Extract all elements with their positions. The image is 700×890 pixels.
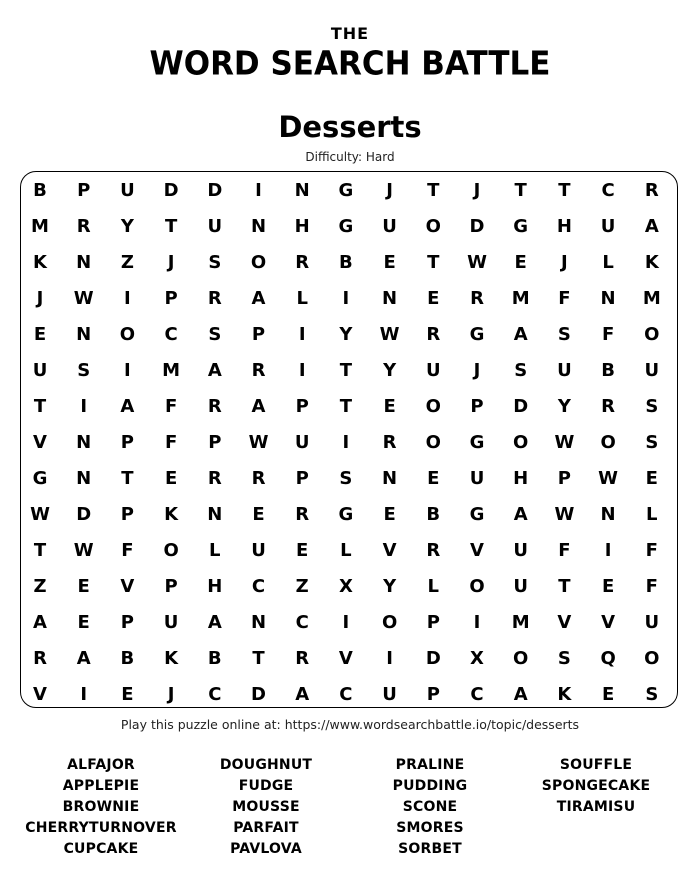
grid-letter[interactable]: U [251, 540, 266, 561]
grid-letter[interactable]: J [473, 360, 481, 381]
grid-letter[interactable]: Y [339, 324, 353, 345]
grid-letter[interactable]: P [295, 396, 309, 417]
grid-letter[interactable]: E [427, 468, 440, 489]
grid-letter[interactable]: Y [383, 360, 397, 381]
grid-letter[interactable]: C [208, 684, 222, 705]
grid-letter[interactable]: H [294, 216, 310, 237]
grid-letter[interactable]: N [382, 288, 398, 309]
grid-letter[interactable]: O [425, 396, 441, 417]
grid-letter[interactable]: D [425, 648, 441, 669]
grid-letter[interactable]: H [513, 468, 529, 489]
grid-letter[interactable]: T [427, 252, 440, 273]
grid-letter[interactable]: J [561, 252, 568, 273]
grid-letter[interactable]: R [470, 288, 484, 309]
grid-letter[interactable]: S [557, 324, 571, 345]
grid-letter[interactable]: R [251, 360, 266, 381]
word-list-item: PAVLOVA [230, 841, 302, 857]
grid-letter[interactable]: J [167, 684, 175, 705]
grid-letter[interactable]: K [164, 504, 179, 525]
grid-letter[interactable]: H [556, 216, 572, 237]
grid-letter[interactable]: A [513, 504, 528, 525]
grid-letter[interactable]: N [382, 468, 398, 489]
grid-row [21, 353, 679, 389]
grid-letter[interactable]: R [251, 468, 266, 489]
grid-letter[interactable]: L [209, 540, 221, 561]
grid-letter[interactable]: U [382, 216, 397, 237]
grid-letter[interactable]: L [296, 288, 308, 309]
grid-letter[interactable]: I [473, 612, 481, 633]
grid-letter[interactable]: P [251, 324, 266, 345]
grid-letter[interactable]: B [426, 504, 441, 525]
grid-letter[interactable]: P [295, 468, 309, 489]
grid-letter[interactable]: J [473, 180, 481, 201]
grid-letter[interactable]: E [601, 684, 615, 705]
grid-letter[interactable]: P [208, 432, 222, 453]
grid-letter[interactable]: P [120, 432, 134, 453]
word-list-item: DOUGHNUT [219, 757, 313, 773]
grid-letter[interactable]: V [33, 684, 47, 705]
grid-letter[interactable]: N [600, 288, 616, 309]
grid-letter[interactable]: L [340, 540, 352, 561]
grid-letter[interactable]: W [30, 504, 50, 525]
grid-row [21, 245, 679, 281]
grid-letter[interactable]: T [339, 360, 353, 381]
grid-letter[interactable]: P [164, 288, 178, 309]
grid-letter[interactable]: W [379, 324, 400, 345]
grid-letter[interactable]: G [338, 504, 354, 525]
grid-letter[interactable]: E [121, 684, 134, 705]
grid-letter[interactable]: Y [383, 576, 397, 597]
grid-letter[interactable]: I [255, 180, 262, 201]
grid-letter[interactable]: I [298, 324, 306, 345]
grid-letter[interactable]: U [382, 684, 397, 705]
grid-letter[interactable]: I [124, 288, 131, 309]
grid-letter[interactable]: D [163, 180, 179, 201]
grid-letter[interactable]: A [120, 396, 135, 417]
grid-letter[interactable]: E [383, 396, 396, 417]
grid-letter[interactable]: R [382, 432, 397, 453]
word-list-item: SOUFFLE [559, 757, 633, 773]
word-list-item: PARFAIT [233, 820, 299, 836]
grid-letter[interactable]: N [294, 180, 310, 201]
grid-letter[interactable]: D [76, 504, 92, 525]
grid-letter[interactable]: U [469, 468, 485, 489]
grid-letter[interactable]: N [76, 468, 92, 489]
grid-letter[interactable]: J [167, 252, 175, 273]
grid-letter[interactable]: S [557, 648, 571, 669]
grid-letter[interactable]: G [469, 324, 485, 345]
grid-letter[interactable]: S [514, 360, 528, 381]
grid-letter[interactable]: S [645, 396, 659, 417]
grid-letter[interactable]: U [120, 180, 135, 201]
grid-letter[interactable]: F [601, 324, 615, 345]
grid-letter[interactable]: A [513, 324, 528, 345]
grid-letter[interactable]: B [33, 180, 47, 201]
grid-letter[interactable]: W [554, 432, 575, 453]
grid-letter[interactable]: V [470, 540, 484, 561]
grid-letter[interactable]: M [511, 288, 530, 309]
grid-letter[interactable]: I [386, 648, 393, 669]
word-list-item: PRALINE [395, 757, 465, 773]
grid-letter[interactable]: E [252, 504, 265, 525]
grid-letter[interactable]: A [207, 360, 222, 381]
grid-letter[interactable]: K [644, 252, 659, 273]
grid-letter[interactable]: E [164, 468, 178, 489]
grid-letter[interactable]: U [207, 216, 223, 237]
grid-letter[interactable]: R [33, 648, 47, 669]
grid-letter[interactable]: S [339, 468, 353, 489]
grid-letter[interactable]: V [33, 432, 47, 453]
grid-letter[interactable]: T [33, 396, 47, 417]
grid-letter[interactable]: O [469, 576, 485, 597]
grid-letter[interactable]: G [32, 468, 48, 489]
grid-letter[interactable]: T [514, 180, 527, 201]
word-list-item: APPLEPIE [62, 778, 140, 794]
word-list-item: SORBET [398, 841, 462, 857]
grid-letter[interactable]: L [602, 252, 614, 273]
letter-grid [20, 171, 678, 708]
grid-letter[interactable]: B [207, 648, 222, 669]
grid-row [21, 569, 679, 605]
word-list-item: ALFAJOR [67, 757, 135, 773]
grid-letter[interactable]: N [250, 612, 267, 633]
grid-letter[interactable]: N [600, 504, 616, 525]
grid-letter[interactable]: F [645, 576, 658, 597]
grid-letter[interactable]: R [601, 396, 616, 417]
difficulty-value: Hard [365, 150, 395, 164]
grid-letter[interactable]: A [251, 288, 266, 309]
grid-letter[interactable]: S [645, 432, 659, 453]
grid-letter[interactable]: U [600, 216, 616, 237]
grid-letter[interactable]: O [513, 648, 529, 669]
grid-letter[interactable]: O [425, 216, 441, 237]
grid-letter[interactable]: T [121, 468, 134, 489]
grid-letter[interactable]: T [558, 576, 571, 597]
brand-logo-title: WORD SEARCH BATTLE [149, 45, 551, 83]
grid-row [21, 317, 679, 353]
grid-letter[interactable]: G [338, 180, 354, 201]
grid-letter[interactable]: S [208, 324, 222, 345]
grid-letter[interactable]: E [33, 324, 47, 345]
word-list-item: SCONE [402, 799, 458, 815]
grid-letter[interactable]: A [207, 612, 222, 633]
grid-letter[interactable]: R [207, 288, 222, 309]
grid-letter[interactable]: W [73, 540, 94, 561]
grid-letter[interactable]: O [425, 432, 441, 453]
grid-letter[interactable]: E [645, 468, 658, 489]
grid-letter[interactable]: N [76, 324, 92, 345]
grid-letter[interactable]: P [164, 576, 178, 597]
grid-letter[interactable]: W [598, 468, 619, 489]
grid-row [21, 209, 679, 245]
word-list-item: TIRAMISU [556, 799, 636, 815]
grid-row [21, 605, 679, 641]
word-column [496, 755, 696, 818]
grid-letter[interactable]: F [164, 432, 178, 453]
grid-letter[interactable]: E [427, 288, 440, 309]
grid-letter[interactable]: M [31, 216, 49, 237]
grid-letter[interactable]: A [295, 684, 310, 705]
grid-letter[interactable]: U [294, 432, 310, 453]
grid-letter[interactable]: I [342, 288, 350, 309]
grid-letter[interactable]: I [604, 540, 612, 561]
grid-row [21, 281, 679, 317]
grid-letter[interactable]: G [469, 504, 485, 525]
grid-letter[interactable]: B [120, 648, 135, 669]
grid-letter[interactable]: E [77, 612, 90, 633]
grid-letter[interactable]: D [251, 684, 266, 705]
word-list-item: SPONGECAKE [541, 778, 651, 794]
grid-letter[interactable]: U [557, 360, 572, 381]
grid-letter[interactable]: J [386, 180, 393, 201]
grid-letter[interactable]: C [339, 684, 353, 705]
grid-letter[interactable]: W [73, 288, 94, 309]
grid-letter[interactable]: P [426, 684, 440, 705]
grid-letter[interactable]: R [426, 324, 441, 345]
grid-letter[interactable]: W [554, 504, 575, 525]
grid-letter[interactable]: C [164, 324, 178, 345]
grid-letter[interactable]: K [164, 648, 179, 669]
grid-letter[interactable]: G [513, 216, 529, 237]
footer-url[interactable]: https://www.wordsearchbattle.io/topic/desserts [284, 717, 580, 732]
grid-letter[interactable]: L [646, 504, 658, 525]
grid-letter[interactable]: F [121, 540, 134, 561]
grid-letter[interactable]: R [426, 540, 441, 561]
grid-letter[interactable]: T [427, 180, 440, 201]
grid-letter[interactable]: R [76, 216, 91, 237]
grid-letter[interactable]: R [295, 252, 310, 273]
grid-letter[interactable]: O [600, 432, 616, 453]
grid-letter[interactable]: A [513, 684, 528, 705]
grid-letter[interactable]: P [77, 180, 91, 201]
grid-letter[interactable]: K [33, 252, 47, 273]
grid-letter[interactable]: S [208, 252, 222, 273]
grid-letter[interactable]: R [207, 396, 222, 417]
difficulty-line [0, 150, 700, 164]
grid-letter[interactable]: G [338, 216, 354, 237]
grid-letter[interactable]: O [250, 252, 267, 273]
grid-letter[interactable]: C [295, 612, 309, 633]
grid-letter[interactable]: O [644, 324, 660, 345]
grid-letter[interactable]: A [251, 396, 266, 417]
grid-letter[interactable]: F [645, 540, 658, 561]
grid-letter[interactable]: Z [295, 576, 309, 597]
grid-letter[interactable]: U [163, 612, 179, 633]
grid-letter[interactable]: V [120, 576, 135, 597]
grid-letter[interactable]: L [427, 576, 440, 597]
grid-letter[interactable]: E [514, 252, 527, 273]
grid-letter[interactable]: E [383, 252, 396, 273]
grid-letter[interactable]: O [513, 432, 529, 453]
grid-letter[interactable]: I [298, 360, 306, 381]
grid-letter[interactable]: P [120, 612, 134, 633]
grid-letter[interactable]: Y [557, 396, 571, 417]
grid-letter[interactable]: U [644, 360, 660, 381]
grid-letter[interactable]: G [469, 432, 485, 453]
grid-letter[interactable]: O [644, 648, 660, 669]
grid-letter[interactable]: M [642, 288, 661, 309]
grid-letter[interactable]: U [32, 360, 48, 381]
grid-letter[interactable]: E [296, 540, 309, 561]
grid-letter[interactable]: N [207, 504, 223, 525]
footer-prefix: Play this puzzle online at: [120, 717, 281, 732]
grid-letter[interactable]: X [338, 576, 353, 597]
grid-letter[interactable]: O [163, 540, 179, 561]
grid-letter[interactable]: W [248, 432, 269, 453]
grid-letter[interactable]: N [76, 432, 92, 453]
grid-letter[interactable]: O [381, 612, 398, 633]
grid-letter[interactable]: N [76, 252, 92, 273]
grid-letter[interactable]: I [80, 684, 88, 705]
grid-letter[interactable]: T [252, 648, 265, 669]
grid-letter[interactable]: P [557, 468, 571, 489]
word-list-item: SMORES [396, 820, 464, 836]
grid-letter[interactable]: D [469, 216, 485, 237]
grid-letter[interactable]: Y [120, 216, 134, 237]
grid-letter[interactable]: A [76, 648, 91, 669]
grid-row [21, 389, 679, 425]
grid-letter[interactable]: D [207, 180, 223, 201]
grid-letter[interactable]: V [557, 612, 572, 633]
grid-letter[interactable]: F [558, 540, 571, 561]
word-list-item: BROWNIE [62, 799, 140, 815]
puzzle-title: Desserts [278, 110, 422, 144]
grid-letter[interactable]: I [342, 432, 350, 453]
grid-letter[interactable]: H [207, 576, 223, 597]
grid-letter[interactable]: E [601, 576, 615, 597]
grid-row [21, 677, 679, 713]
grid-letter[interactable]: T [339, 396, 353, 417]
grid-row [21, 533, 679, 569]
grid-letter[interactable]: Z [33, 576, 47, 597]
grid-letter[interactable]: P [120, 504, 134, 525]
footer-line [0, 717, 700, 732]
grid-row [21, 425, 679, 461]
grid-letter[interactable]: Z [120, 252, 134, 273]
grid-letter[interactable]: B [339, 252, 353, 273]
grid-letter[interactable]: K [557, 684, 572, 705]
grid-letter[interactable]: B [601, 360, 615, 381]
grid-letter[interactable]: V [601, 612, 616, 633]
grid-letter[interactable]: A [644, 216, 659, 237]
grid-letter[interactable]: U [425, 360, 441, 381]
grid-letter[interactable]: E [383, 504, 396, 525]
grid-letter[interactable]: V [338, 648, 353, 669]
grid-letter[interactable]: F [558, 288, 571, 309]
grid-letter[interactable]: P [470, 396, 484, 417]
grid-letter[interactable]: S [645, 684, 659, 705]
word-list-item: FUDGE [238, 778, 294, 794]
word-list-item: CHERRYTURNOVER [25, 820, 177, 836]
grid-letter[interactable]: O [119, 324, 136, 345]
word-list-item: CUPCAKE [63, 841, 139, 857]
grid-letter[interactable]: V [382, 540, 397, 561]
grid-letter[interactable]: P [426, 612, 440, 633]
grid-letter[interactable]: R [295, 648, 310, 669]
grid-letter[interactable]: T [33, 540, 47, 561]
grid-letter[interactable]: C [601, 180, 615, 201]
grid-letter[interactable]: M [162, 360, 181, 381]
grid-letter[interactable]: J [36, 288, 44, 309]
grid-letter[interactable]: U [513, 540, 528, 561]
grid-letter[interactable]: U [513, 576, 528, 597]
word-list-item: PUDDING [392, 778, 468, 794]
grid-letter[interactable]: D [513, 396, 529, 417]
grid-letter[interactable]: R [644, 180, 659, 201]
grid-row [21, 497, 679, 533]
grid-letter[interactable]: T [164, 216, 178, 237]
grid-letter[interactable]: A [33, 612, 47, 633]
grid-letter[interactable]: W [467, 252, 487, 273]
grid-letter[interactable]: X [470, 648, 484, 669]
grid-letter[interactable]: C [470, 684, 484, 705]
grid-letter[interactable]: R [207, 468, 222, 489]
grid-row [21, 461, 679, 497]
grid-letter[interactable]: C [251, 576, 266, 597]
grid-letter[interactable]: Q [600, 648, 616, 669]
grid-letter[interactable]: R [295, 504, 310, 525]
grid-letter[interactable]: I [342, 612, 350, 633]
word-list-item: MOUSSE [232, 799, 300, 815]
grid-row [21, 641, 679, 677]
grid-letter[interactable]: N [250, 216, 267, 237]
grid-letter[interactable]: T [558, 180, 571, 201]
grid-letter[interactable]: M [511, 612, 530, 633]
brand-prefix: THE [330, 24, 370, 43]
grid-letter[interactable]: F [164, 396, 178, 417]
grid-letter[interactable]: S [77, 360, 91, 381]
grid-letter[interactable]: I [124, 360, 131, 381]
grid-letter[interactable]: U [644, 612, 660, 633]
grid-letter[interactable]: I [80, 396, 88, 417]
difficulty-label: Difficulty: [305, 150, 363, 164]
grid-row [21, 173, 679, 209]
grid-letter[interactable]: E [77, 576, 90, 597]
